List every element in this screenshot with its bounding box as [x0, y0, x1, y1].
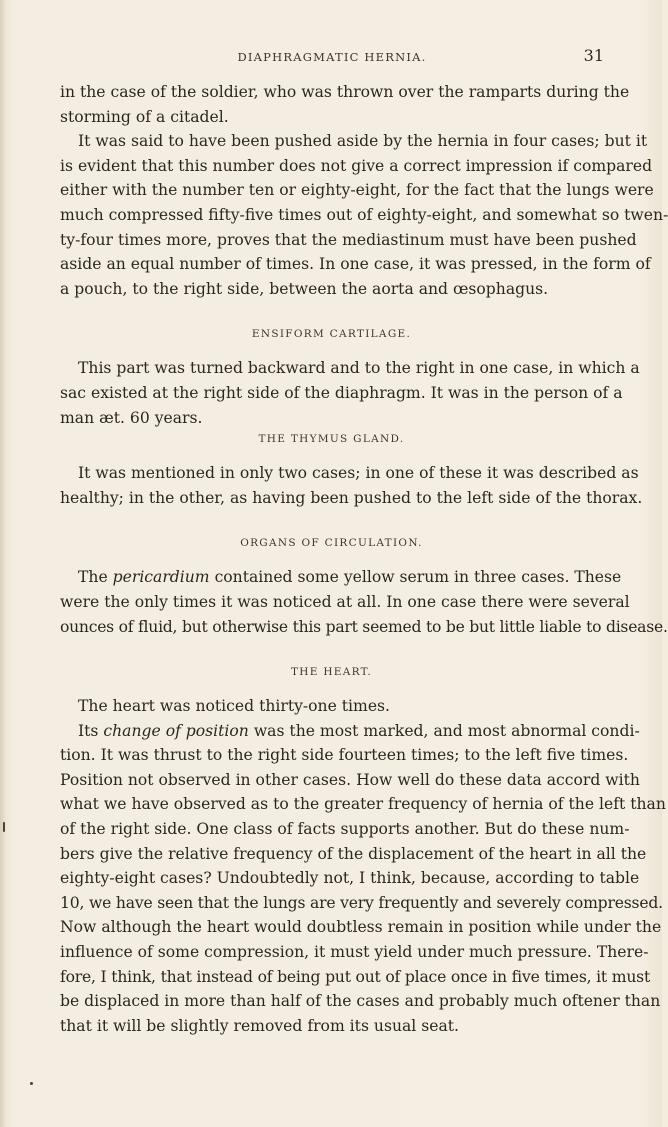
body-line: healthy; in the other, as having been pushed to the left side of the thorax.	[60, 488, 643, 507]
body-line: tion. It was thrust to the right side fourteen times; to the left five times.	[60, 746, 629, 765]
body-line: storming of a citadel.	[60, 107, 229, 126]
section-heading-thymus: THE THYMUS GLAND.	[258, 433, 405, 446]
body-line: aside an equal number of times. In one case, it was pressed, in the form of	[60, 255, 651, 274]
body-line: that it will be slightly removed from its usual seat.	[60, 1016, 459, 1035]
body-line	[60, 719, 640, 744]
body-line: influence of some compression, it must yield under much pressure. There-	[60, 943, 649, 962]
body-line	[60, 565, 622, 590]
body-line: much compressed fifty-five times out of eighty-eight, and somewhat so twen-	[60, 205, 668, 224]
body-text	[60, 80, 668, 1038]
body-line: sac existed at the right side of the diaphragm. It was in the person of a	[60, 383, 623, 402]
section-heading-circulation: ORGANS OF CIRCULATION.	[240, 537, 423, 550]
body-line: man æt. 60 years.	[60, 408, 203, 427]
paper-mark	[3, 822, 5, 832]
body-line: is evident that this number does not give a correct impression if compared	[60, 156, 653, 175]
body-line: Now although the heart would doubtless remain in position while under the	[60, 918, 662, 937]
running-head	[60, 46, 604, 70]
text-run: The	[78, 568, 108, 587]
body-line: It was said to have been pushed aside by the hernia in four cases; but it	[78, 132, 648, 151]
italic-term-pericardium: pericardium	[112, 568, 210, 587]
body-line: bers give the relative frequency of the displacement of the heart in all the	[60, 844, 647, 863]
body-line: either with the number ten or eighty-eight, for the fact that the lungs were	[60, 181, 654, 200]
binding-edge	[0, 0, 6, 1127]
body-line: 10, we have seen that the lungs are very frequently and severely compressed.	[60, 893, 663, 912]
text-run: was the most marked, and most abnormal condi-	[253, 721, 640, 740]
text-run: contained some yellow serum in three cases. These	[214, 568, 622, 587]
body-line: fore, I think, that instead of being put out of place once in five times, it must	[60, 967, 651, 986]
section-heading-ensiform: ENSIFORM CARTILAGE.	[251, 328, 412, 341]
body-line: eighty-eight cases? Undoubtedly not, I think, because, according to table	[60, 869, 640, 888]
body-line: ty-four times more, proves that the mediastinum must have been pushed	[60, 230, 637, 249]
body-line: Position not observed in other cases. How well do these data accord with	[60, 770, 640, 789]
italic-term-change-of-position: change of position	[103, 721, 249, 740]
body-line: were the only times it was noticed at all. In one case there were several	[60, 592, 630, 611]
body-line: This part was turned backward and to the right in one case, in which a	[78, 359, 640, 378]
body-line: what we have observed as to the greater frequency of hernia of the left than	[60, 795, 666, 814]
body-line: be displaced in more than half of the cases and probably much oftener than	[60, 992, 661, 1011]
body-line: in the case of the soldier, who was thrown over the ramparts during the	[60, 83, 630, 101]
paper-speck	[30, 1082, 33, 1085]
body-line: The heart was noticed thirty-one times.	[78, 697, 391, 716]
body-line: It was mentioned in only two cases; in one of these it was described as	[78, 464, 639, 483]
page-number: 31	[583, 46, 604, 65]
body-line: ounces of fluid, but otherwise this part seemed to be but little liable to disease.	[60, 617, 668, 636]
body-line: of the right side. One class of facts supports another. But do these num-	[60, 820, 630, 839]
text-run: Its	[78, 721, 99, 740]
running-title: DIAPHRAGMATIC HERNIA.	[237, 50, 427, 64]
section-heading-heart: THE HEART.	[290, 666, 373, 679]
body-line: a pouch, to the right side, between the aorta and œsophagus.	[60, 279, 549, 298]
